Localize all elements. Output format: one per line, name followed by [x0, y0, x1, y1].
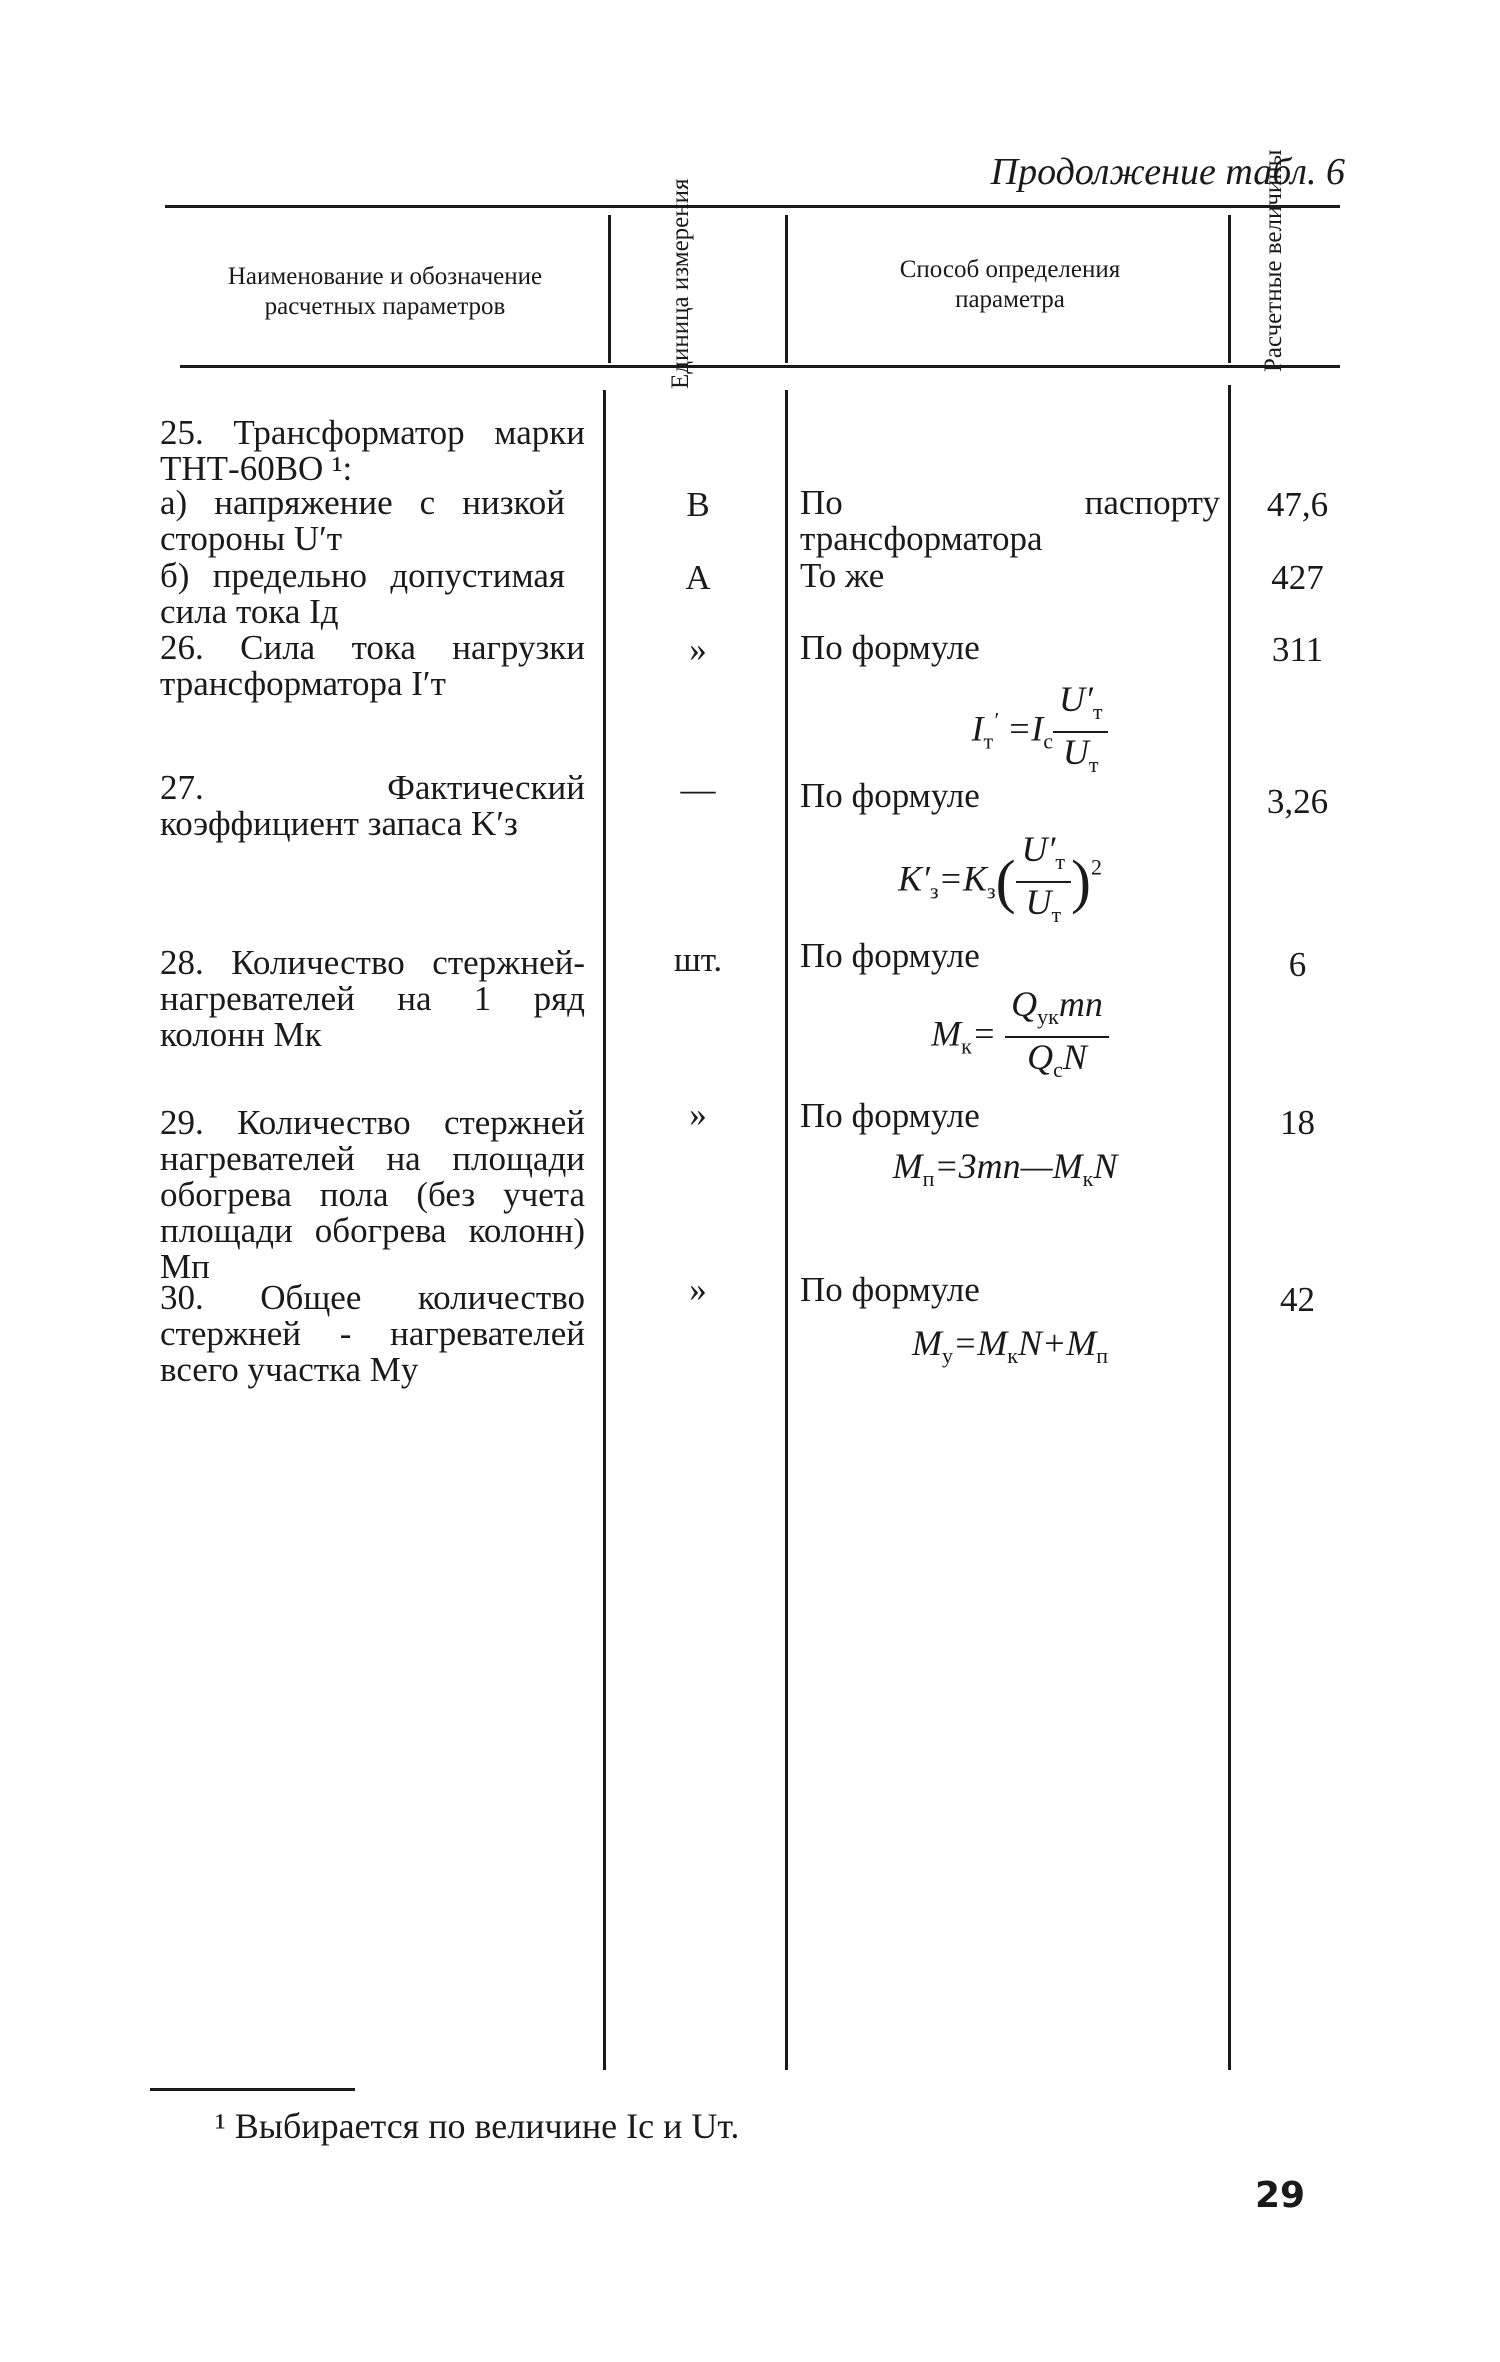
continuation-label: Продолжение табл. 6	[990, 151, 1345, 193]
footnote-rule	[150, 2088, 355, 2091]
row-30-unit: »	[689, 1270, 707, 1309]
row-25a-unit: В	[686, 485, 710, 524]
col-divider-3-body	[1228, 385, 1231, 2070]
row-28-unit: шт.	[673, 940, 723, 979]
row-29-unit: »	[689, 1095, 707, 1134]
table-top-rule	[165, 205, 1340, 208]
row-25a-name: а) напряжение с низкой стороны U′т	[160, 483, 565, 558]
row-26-name: 26. Сила тока нагрузки трансформатора I′т	[160, 628, 585, 703]
footnote: ¹ Выбирается по величине Iс и Uт.	[215, 2106, 740, 2146]
col-divider-2-body	[785, 390, 788, 2070]
row-29-method: По формуле	[800, 1096, 980, 1135]
row-28-value: 6	[1288, 945, 1307, 984]
row-27-value: 3,26	[1266, 782, 1329, 821]
row-30-method: По формуле	[800, 1270, 980, 1309]
row-26-method: По формуле	[800, 628, 980, 667]
col-divider-1-body	[603, 390, 606, 2070]
row-26-unit: »	[689, 630, 707, 669]
row-28-method: По формуле	[800, 936, 980, 975]
col-divider-3-head	[1228, 215, 1231, 363]
formula-29: $M_п=3mn—M_кN$	[892, 1146, 1118, 1191]
row-26-value: 311	[1271, 630, 1324, 669]
row-27-method: По формуле	[800, 776, 980, 815]
row-29-value: 18	[1280, 1103, 1315, 1142]
row-25b-value: 427	[1271, 558, 1324, 597]
header-method: Способ определения параметра	[899, 256, 1121, 313]
header-unit: Единица измерения	[667, 178, 694, 389]
header-name: Наименование и обозначение расчетных параметров	[227, 263, 543, 320]
row-29-name: 29. Количество стержней нагревателей на площади обогрева пола (без учета площади обогрева колонн) Mп	[160, 1103, 585, 1286]
formula-27: $K'_з=K_з$( $\frac{U'_т}{U_т}$ )$^2$	[897, 829, 1103, 927]
row-27-unit: —	[680, 770, 716, 809]
row-25b-method: То же	[800, 556, 885, 595]
row-25b-name: б) предельно допустимая сила тока Iд	[160, 556, 565, 631]
header-value: Расчетные величины	[1260, 149, 1287, 372]
row-25b-unit: А	[685, 558, 711, 597]
row-30-name: 30. Общее количество стержней - нагревателей всего участка Mу	[160, 1278, 585, 1389]
row-28-name: 28. Количество стержней-нагревателей на 1 ряд колонн Mк	[160, 943, 585, 1054]
col-divider-1-head	[608, 215, 611, 363]
row-25a-value: 47,6	[1266, 485, 1329, 524]
formula-30: $M_у=M_кN+M_п$	[911, 1323, 1109, 1368]
row-27-name: 27. Фактический коэффициент запаса K′з	[160, 768, 585, 843]
row-25-name: 25. Трансформатор марки ТНТ-60ВО ¹:	[160, 413, 585, 488]
header-bottom-rule	[180, 365, 1340, 368]
row-30-value: 42	[1280, 1280, 1315, 1319]
page-number: 29	[1255, 2175, 1306, 2216]
formula-26: $I_т' =I_с$ $\frac{U'_т}{U_т}$	[900, 680, 1180, 784]
formula-28: $M_к=$ $\frac{Q_{ук}mn}{Q_сN}$	[870, 985, 1170, 1089]
row-25a-method: По паспорту трансформатора	[800, 483, 1220, 558]
col-divider-2-head	[785, 215, 788, 363]
